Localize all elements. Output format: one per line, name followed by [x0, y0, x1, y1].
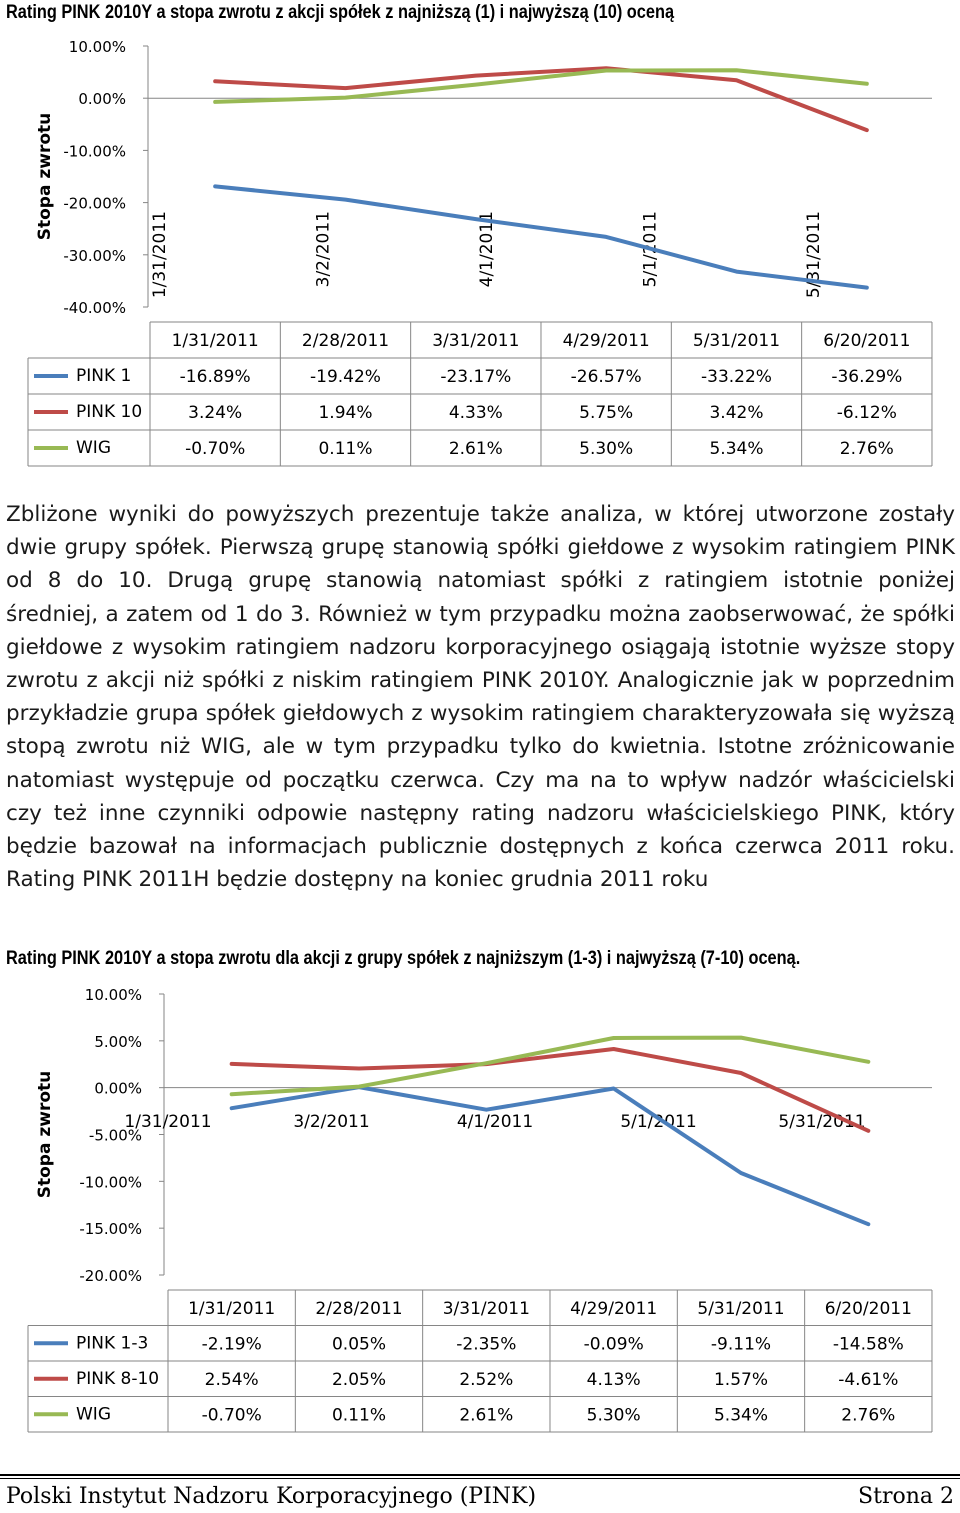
- table-cell-value: 1.57%: [713, 1369, 768, 1390]
- table-cell-value: -36.29%: [831, 367, 903, 387]
- y-tick-label: -20.00%: [63, 194, 126, 213]
- x-axis-date-label: 5/31/2011: [778, 1112, 866, 1132]
- table-cell-value: 5.30%: [579, 439, 634, 459]
- table-header-date: 4/29/2011: [562, 331, 650, 351]
- legend-label: PINK 1: [76, 366, 132, 386]
- table-cell-value: 3.24%: [188, 403, 243, 423]
- table-cell-value: 5.34%: [713, 1405, 768, 1426]
- table-cell-value: 2.61%: [459, 1405, 514, 1426]
- y-axis-title: Stopa zwrotu: [35, 1070, 55, 1199]
- y-tick-label: -5.00%: [88, 1126, 142, 1145]
- table-cell-value: -33.22%: [701, 367, 772, 387]
- page-footer: [0, 1474, 960, 1513]
- table-cell-value: -14.58%: [832, 1334, 904, 1355]
- chart-heading-top: Rating PINK 2010Y a stopa zwrotu z akcji spółek z najniższą (1) i najwyższą (10) oceną: [6, 2, 675, 23]
- table-cell-value: -0.09%: [583, 1334, 644, 1355]
- y-tick-label: -10.00%: [79, 1173, 142, 1192]
- footer-page-number: Strona 2: [858, 1484, 954, 1509]
- table-cell-value: 2.76%: [841, 1405, 896, 1426]
- y-tick-label: 10.00%: [68, 38, 126, 56]
- table-cell-value: 5.30%: [586, 1405, 641, 1426]
- table-cell-value: 5.75%: [579, 403, 634, 423]
- table-cell-value: 5.34%: [709, 439, 764, 459]
- x-axis-date-label: 5/1/2011: [640, 211, 661, 288]
- legend-label: WIG: [76, 1404, 111, 1425]
- table-header-date: 3/31/2011: [432, 331, 520, 351]
- x-axis-date-label: 1/31/2011: [150, 211, 170, 299]
- x-axis-date-label: 5/1/2011: [620, 1112, 697, 1132]
- table-cell-value: -19.42%: [310, 367, 381, 387]
- table-cell-value: -23.17%: [440, 367, 512, 387]
- series-line: [232, 1087, 869, 1224]
- legend-label: PINK 10: [76, 402, 143, 422]
- body-paragraph: Zbliżone wyniki do powyższych prezentuje także analiza, w której utworzone zostały dwie grupy spółek. Pierwszą grupę stanowią spółki giełdowe z wysokim ratingiem PINK od 8 do 10. Drugą grupę stanowią natomiast spółki z ratingiem istotnie poniżej średniej, a zatem od 1 do 3. Również w tym przypadku można zaobserwować, że spółki giełdowe z wysokim ratingiem nadzoru korporacyjnego osiągają istotnie wyższe stopy zwrotu z akcji niż spółki z niskim ratingiem PINK 2010Y. Analogicznie jak w poprzednim przykładzie grupa spółek giełdowych z wysokim ratingiem charakteryzowała się wyższą stopą zwrotu niż WIG, ale w tym przypadku tylko do kwietnia. Istotne zróżnicowanie natomiast występuje od początku czerwca. Czy ma na to wpływ nadzór właścicielski czy też inne czynniki odpowie następny rating nadzoru właścicielskiego PINK, który będzie bazował na informacjach publicznie dostępnych z końca czerwca 2011 roku. Rating PINK 2011H będzie dostępny na koniec grudnia 2011 roku: [6, 502, 955, 893]
- y-tick-label: 0.00%: [94, 1079, 142, 1098]
- legend-label: PINK 1-3: [76, 1333, 149, 1354]
- footer-publisher: Polski Instytut Nadzoru Korporacyjnego (PINK): [6, 1484, 537, 1509]
- table-cell-value: 4.13%: [586, 1369, 641, 1390]
- table-cell-value: -0.70%: [201, 1405, 262, 1426]
- table-cell-value: 0.05%: [331, 1334, 387, 1355]
- y-tick-label: 10.00%: [84, 986, 142, 1004]
- table-cell-value: 0.11%: [318, 439, 373, 459]
- legend-label: WIG: [76, 438, 111, 458]
- table-cell-value: -16.89%: [179, 367, 251, 387]
- table-header-date: 1/31/2011: [188, 1298, 276, 1319]
- table-header-date: 1/31/2011: [171, 331, 259, 351]
- table-cell-value: 0.11%: [331, 1405, 387, 1426]
- x-axis-date-label: 5/31/2011: [804, 211, 824, 299]
- table-cell-value: 2.76%: [839, 439, 894, 459]
- table-cell-value: 1.94%: [318, 403, 373, 423]
- table-cell-value: 2.52%: [459, 1369, 514, 1390]
- x-axis-date-label: 3/2/2011: [313, 211, 334, 288]
- table-cell-value: -4.61%: [838, 1369, 899, 1390]
- table-header-date: 5/31/2011: [692, 331, 781, 351]
- y-axis-title: Stopa zwrotu: [35, 112, 55, 241]
- y-tick-label: -10.00%: [63, 142, 126, 161]
- x-axis-date-label: 3/2/2011: [293, 1112, 370, 1132]
- table-cell-value: 2.05%: [331, 1369, 387, 1390]
- table-cell-value: 2.61%: [448, 439, 503, 459]
- table-header-date: 6/20/2011: [824, 1298, 912, 1319]
- y-tick-label: -30.00%: [63, 246, 126, 265]
- table-header-date: 4/29/2011: [570, 1298, 658, 1319]
- table-header-date: 6/20/2011: [823, 331, 911, 351]
- legend-label: PINK 8-10: [76, 1368, 160, 1389]
- y-tick-label: -20.00%: [79, 1267, 142, 1285]
- table-header-date: 2/28/2011: [315, 1298, 403, 1319]
- x-axis-date-label: 4/1/2011: [456, 1112, 534, 1132]
- table-cell-value: -2.19%: [201, 1334, 262, 1355]
- y-tick-label: 5.00%: [94, 1032, 142, 1051]
- y-tick-label: 0.00%: [78, 90, 126, 109]
- table-header-date: 5/31/2011: [697, 1298, 785, 1319]
- x-axis-date-label: 4/1/2011: [477, 211, 497, 288]
- table-cell-value: 3.42%: [709, 403, 764, 423]
- table-cell-value: -26.57%: [570, 367, 642, 387]
- table-cell-value: -2.35%: [456, 1334, 517, 1355]
- chart-heading-bottom: Rating PINK 2010Y a stopa zwrotu dla akcji z grupy spółek z najniższym (1-3) i najwyższą (7-10) oceną.: [6, 948, 801, 969]
- table-cell-value: -0.70%: [185, 439, 246, 459]
- table-header-date: 2/28/2011: [301, 331, 390, 351]
- table-cell-value: 2.54%: [204, 1369, 259, 1390]
- x-axis-date-label: 1/31/2011: [124, 1112, 212, 1132]
- table-cell-value: -6.12%: [836, 403, 897, 423]
- table-cell-value: 4.33%: [448, 403, 503, 423]
- table-cell-value: -9.11%: [710, 1334, 772, 1355]
- y-tick-label: -40.00%: [63, 299, 126, 317]
- table-header-date: 3/31/2011: [442, 1298, 530, 1319]
- y-tick-label: -15.00%: [79, 1220, 142, 1239]
